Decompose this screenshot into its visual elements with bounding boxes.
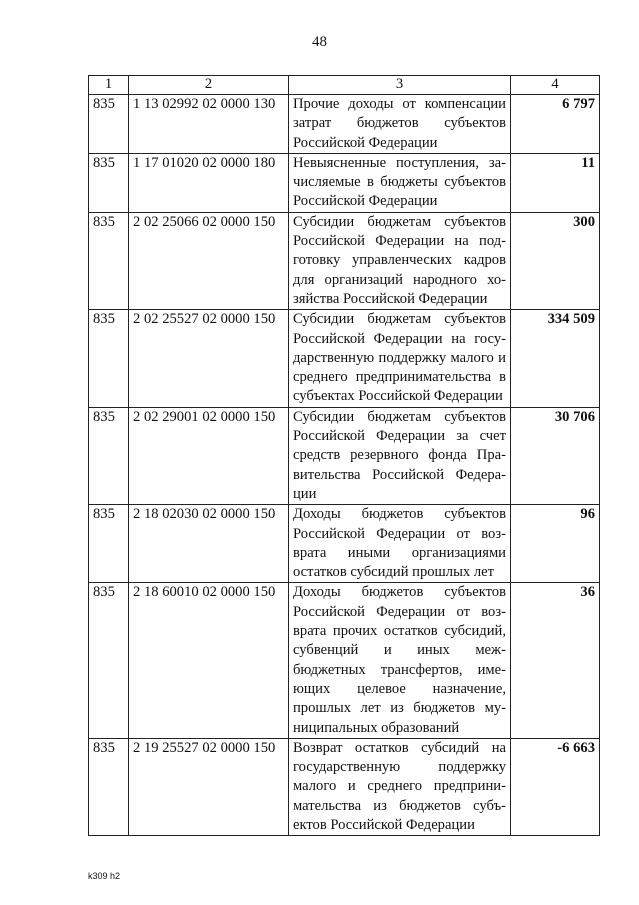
amount-cell: -6 663 [511,738,600,835]
budget-code-cell: 2 02 25527 02 0000 150 [129,310,289,407]
header-col-2: 2 [129,76,289,95]
budget-code-cell: 1 17 01020 02 0000 180 [129,153,289,212]
table-row [89,95,600,154]
table-row [89,310,600,407]
amount-cell: 6 797 [511,95,600,154]
revenue-name-cell: Возврат остатков субсидий на государственную поддержку малого и среднего предпринимательства из бюджетов субъектов Российской Федерации [289,738,511,835]
admin-code-cell: 835 [89,95,129,154]
revenue-name-cell: Субсидии бюджетам субъектов Российской Федерации за счет средств резервного фонда Правительства Российской Федерации [289,407,511,504]
table-row [89,738,600,835]
budget-code-cell: 2 18 60010 02 0000 150 [129,583,289,738]
table-row [89,583,600,738]
header-row [89,76,600,95]
document-footer-code: k309 h2 [88,871,121,881]
revenue-name-cell: Прочие доходы от компенсации затрат бюджетов субъектов Российской Федерации [289,95,511,154]
revenue-name-cell: Доходы бюджетов субъектов Российской Федерации от возврата прочих остатков субсидий, субвенций и иных межбюджетных трансфертов, имеющих целевое назначение, прошлых лет из бюджетов муниципальных образований [289,583,511,738]
admin-code-cell: 835 [89,212,129,309]
header-col-1: 1 [89,76,129,95]
amount-cell: 36 [511,583,600,738]
admin-code-cell: 835 [89,407,129,504]
amount-cell: 11 [511,153,600,212]
revenue-name-cell: Невыясненные поступления, зачисляемые в бюджеты субъектов Российской Федерации [289,153,511,212]
admin-code-cell: 835 [89,153,129,212]
table-row [89,212,600,309]
admin-code-cell: 835 [89,738,129,835]
admin-code-cell: 835 [89,505,129,583]
revenue-table [88,75,600,836]
revenue-name-cell: Доходы бюджетов субъектов Российской Федерации от возврата иными организациями остатков субсидий прошлых лет [289,505,511,583]
budget-code-cell: 1 13 02992 02 0000 130 [129,95,289,154]
table-row [89,505,600,583]
table-header [89,76,600,95]
amount-cell: 300 [511,212,600,309]
budget-code-cell: 2 02 25066 02 0000 150 [129,212,289,309]
table-body [89,95,600,836]
amount-cell: 30 706 [511,407,600,504]
budget-code-cell: 2 18 02030 02 0000 150 [129,505,289,583]
table-row [89,407,600,504]
header-col-3: 3 [289,76,511,95]
table-row [89,153,600,212]
revenue-name-cell: Субсидии бюджетам субъектов Российской Федерации на подготовку управленческих кадров для организаций народного хозяйства Российской Федерации [289,212,511,309]
amount-cell: 96 [511,505,600,583]
admin-code-cell: 835 [89,310,129,407]
page-number: 48 [312,34,327,50]
revenue-name-cell: Субсидии бюджетам субъектов Российской Федерации на государственную поддержку малого и среднего предпринимательства в субъектах Российской Федерации [289,310,511,407]
budget-code-cell: 2 02 29001 02 0000 150 [129,407,289,504]
admin-code-cell: 835 [89,583,129,738]
amount-cell: 334 509 [511,310,600,407]
header-col-4: 4 [511,76,600,95]
budget-code-cell: 2 19 25527 02 0000 150 [129,738,289,835]
